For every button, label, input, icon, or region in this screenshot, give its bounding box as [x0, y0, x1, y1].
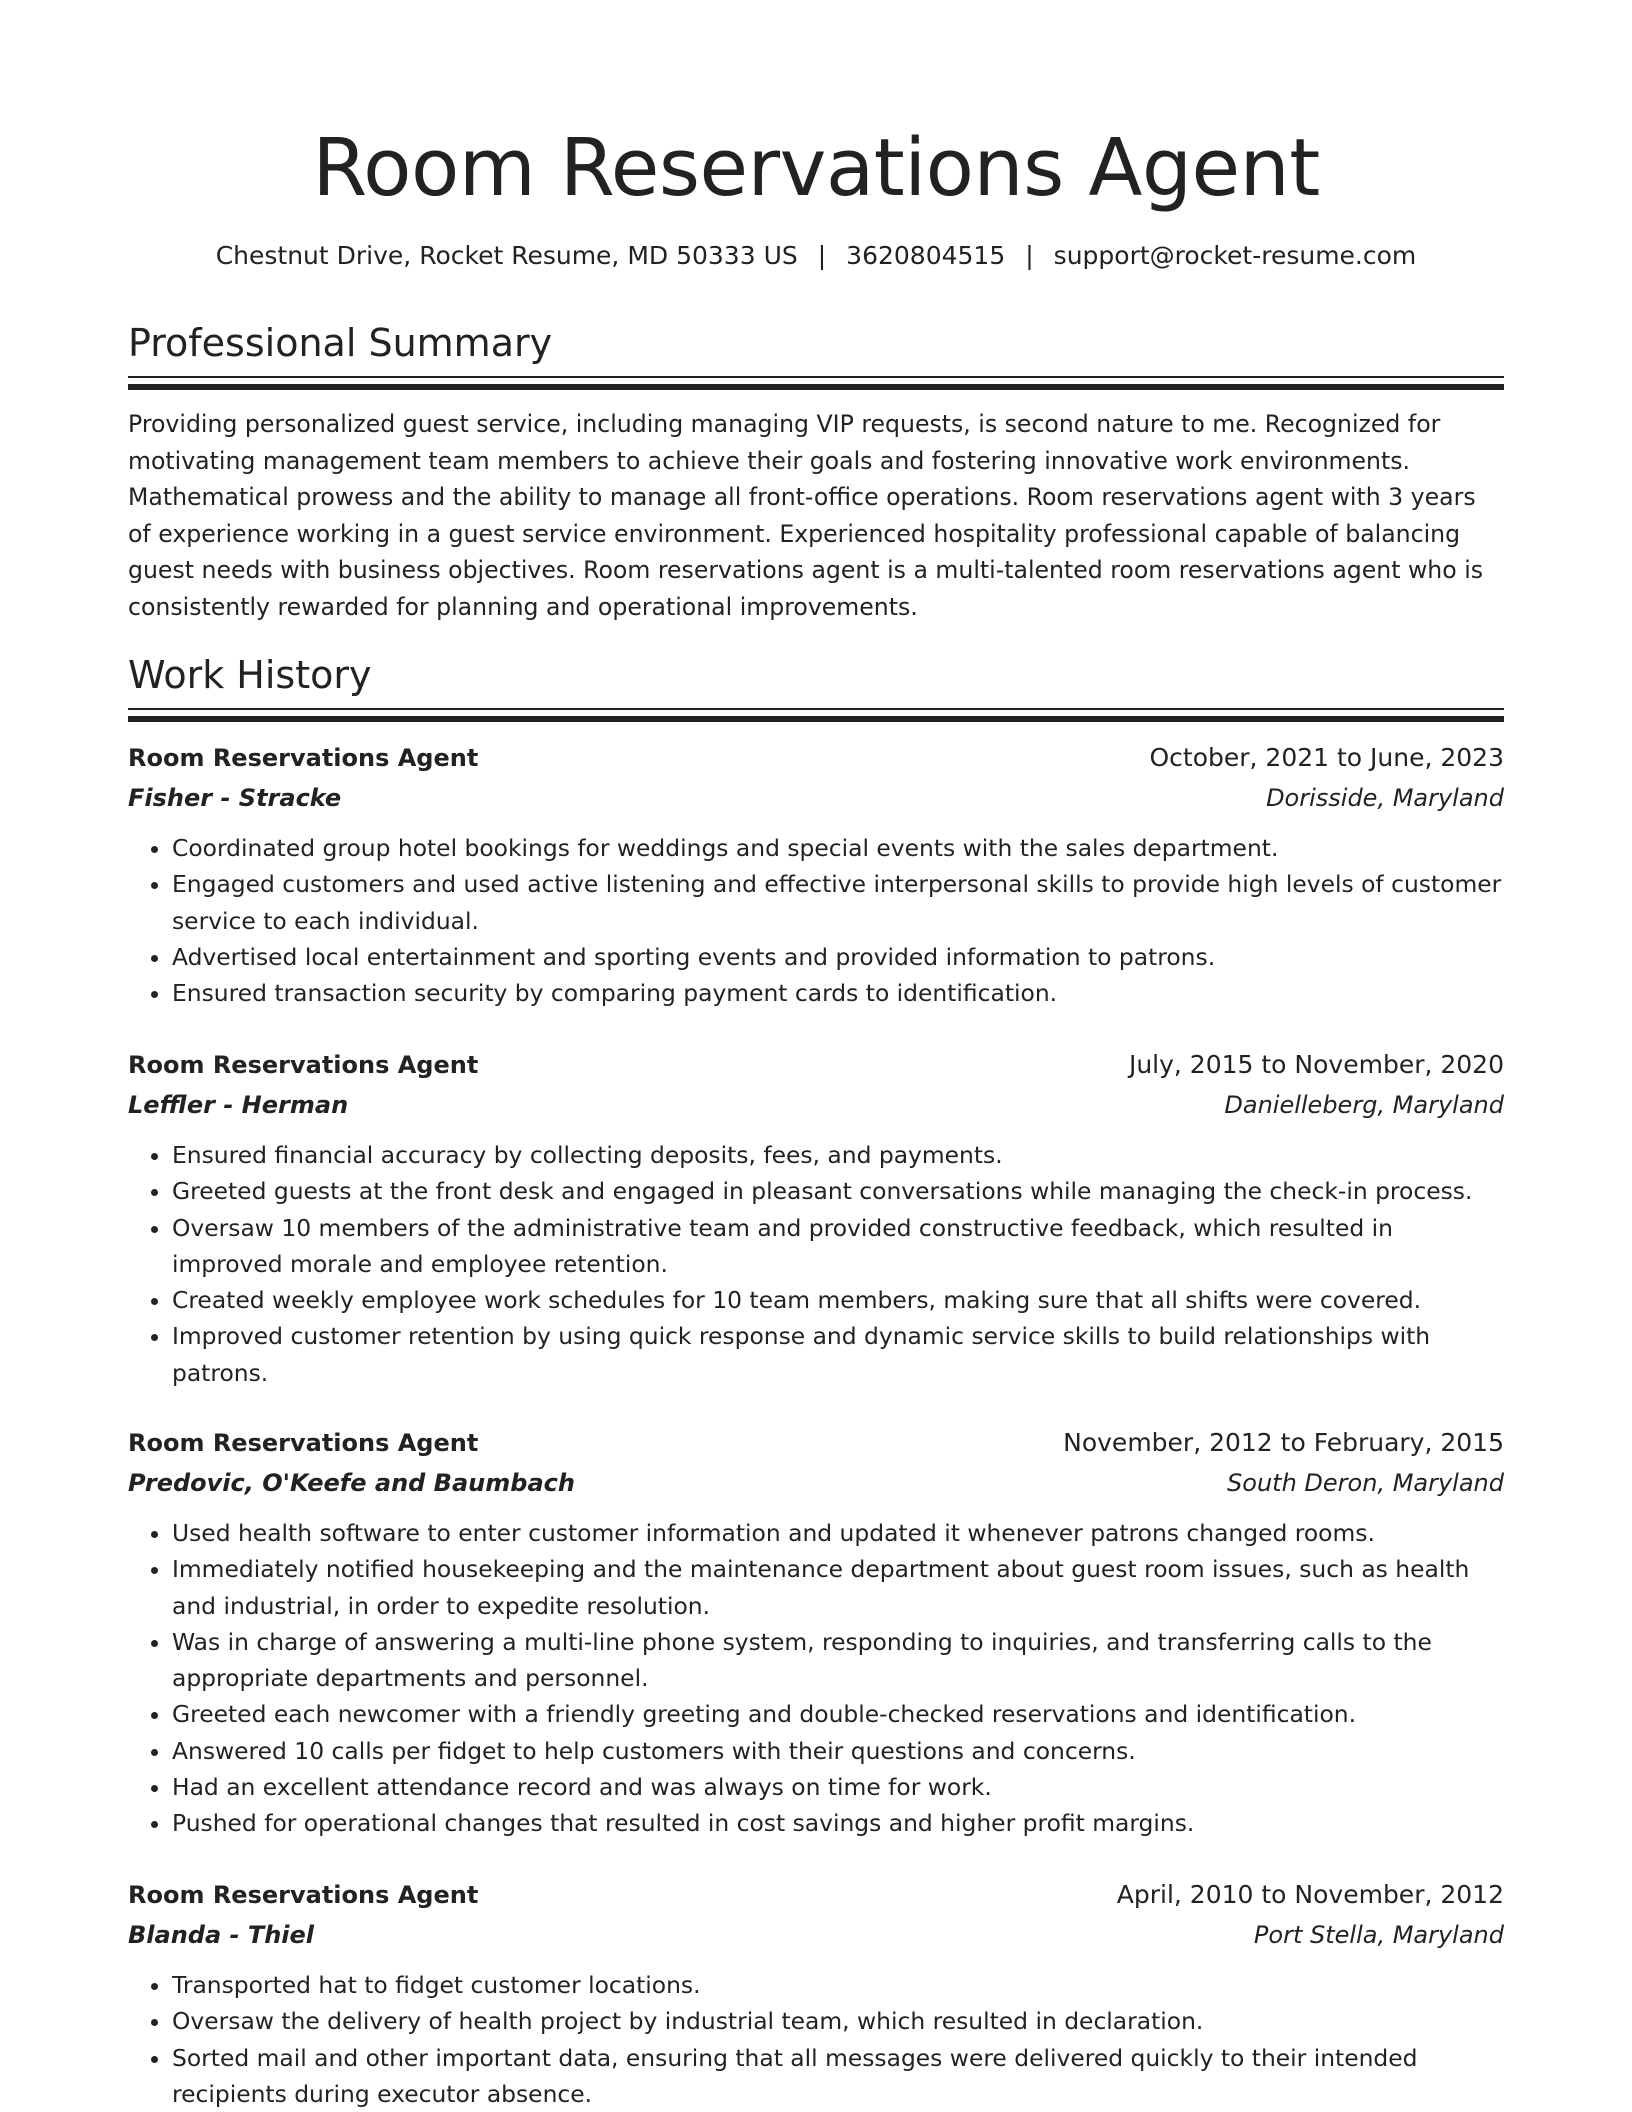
summary-text: Providing personalized guest service, including managing VIP requests, is second nature to me. Recognized for motivating management team members to achieve their goals and fostering innovative work environments. Mathematical prowess and the ability to manage all front-office operations. Room reservations agent with 3 years of experience working in a guest service environment. Experienced hospitality professional capable of balancing guest needs with business objectives. Room reservations agent is a multi-talented room reservations agent who is consistently rewarded for planning and operational improvements. — [128, 410, 1484, 621]
job-entry — [128, 738, 1504, 1011]
work-history-heading: Work History — [128, 653, 372, 697]
duty-item: • Used health software to enter customer information and updated it whenever patrons changed rooms. — [172, 1515, 1504, 1551]
work-divider-thick — [128, 716, 1504, 722]
summary-divider-thick — [128, 384, 1504, 390]
duty-item: • Ensured financial accuracy by collecting deposits, fees, and payments. — [172, 1137, 1504, 1173]
duty-item: • Greeted each newcomer with a friendly greeting and double-checked reservations and identification. — [172, 1696, 1504, 1732]
duty-item: • Ensured transaction security by comparing payment cards to identification. — [172, 975, 1504, 1011]
resume-name: Room Reservations Agent — [312, 122, 1320, 214]
job-title: Room Reservations Agent — [128, 1881, 479, 1909]
duty-item: • Sorted mail and other important data, ensuring that all messages were delivered quickly to their intended recipients during executor absence. — [172, 2040, 1504, 2112]
job-company: Predovic, O'Keefe and Baumbach — [128, 1469, 575, 1497]
job-location: Dorisside, Maryland — [1266, 784, 1504, 812]
job-dates: April, 2010 to November, 2012 — [1116, 1880, 1504, 1909]
job-duties — [128, 1515, 1504, 1842]
duty-item: • Improved customer retention by using quick response and dynamic service skills to build relationships with patrons. — [172, 1318, 1504, 1391]
work-divider-thin — [128, 708, 1504, 710]
job-company: Fisher - Stracke — [128, 784, 342, 812]
duty-item: • Greeted guests at the front desk and engaged in pleasant conversations while managing the check-in process. — [172, 1173, 1504, 1209]
contact-separator: | — [817, 241, 827, 270]
job-entry — [128, 1875, 1504, 2112]
job-duties — [128, 1137, 1504, 1391]
contact-separator: | — [1025, 241, 1034, 270]
job-entry — [128, 1045, 1504, 1391]
duty-item: • Answered 10 calls per fidget to help customers with their questions and concerns. — [172, 1733, 1504, 1769]
job-duties — [128, 1967, 1504, 2112]
job-title: Room Reservations Agent — [128, 1051, 479, 1079]
duty-item: • Oversaw 10 members of the administrative team and provided constructive feedback, which resulted in improved morale and employee retention. — [172, 1210, 1504, 1283]
duty-item: • Coordinated group hotel bookings for weddings and special events with the sales department. — [172, 830, 1504, 866]
duty-item: • Had an excellent attendance record and was always on time for work. — [172, 1769, 1504, 1805]
duty-item: • Engaged customers and used active listening and effective interpersonal skills to provide high levels of customer service to each individual. — [172, 866, 1504, 939]
job-location: Port Stella, Maryland — [1253, 1921, 1504, 1949]
duty-item: • Advertised local entertainment and sporting events and provided information to patrons. — [172, 939, 1504, 975]
contact-phone: 3620804515 — [846, 241, 1006, 270]
job-company: Blanda - Thiel — [128, 1921, 315, 1949]
duty-item: • Created weekly employee work schedules for 10 team members, making sure that all shifts were covered. — [172, 1282, 1504, 1318]
duty-item: • Immediately notified housekeeping and the maintenance department about guest room issues, such as health and industrial, in order to expedite resolution. — [172, 1551, 1504, 1624]
job-company: Leffler - Herman — [128, 1091, 349, 1119]
job-dates: July, 2015 to November, 2020 — [1128, 1050, 1504, 1079]
duty-item: • Was in charge of answering a multi-line phone system, responding to inquiries, and transferring calls to the appropriate departments and personnel. — [172, 1624, 1504, 1697]
job-title: Room Reservations Agent — [128, 1429, 479, 1457]
job-entry — [128, 1423, 1504, 1842]
contact-line — [128, 238, 1504, 274]
job-title: Room Reservations Agent — [128, 744, 479, 772]
duty-item: • Oversaw the delivery of health project by industrial team, which resulted in declaration. — [172, 2003, 1504, 2039]
contact-email: support@rocket-resume.com — [1053, 241, 1417, 270]
job-dates: November, 2012 to February, 2015 — [1063, 1428, 1504, 1457]
job-location: South Deron, Maryland — [1227, 1469, 1504, 1497]
summary-heading: Professional Summary — [128, 321, 553, 365]
summary-divider-thin — [128, 376, 1504, 378]
job-dates: October, 2021 to June, 2023 — [1149, 743, 1504, 772]
job-location: Danielleberg, Maryland — [1224, 1091, 1504, 1119]
duty-item: • Pushed for operational changes that resulted in cost savings and higher profit margins. — [172, 1805, 1504, 1841]
job-duties — [128, 830, 1504, 1011]
duty-item: • Transported hat to fidget customer locations. — [172, 1967, 1504, 2003]
contact-address: Chestnut Drive, Rocket Resume, MD 50333 US — [215, 241, 798, 270]
